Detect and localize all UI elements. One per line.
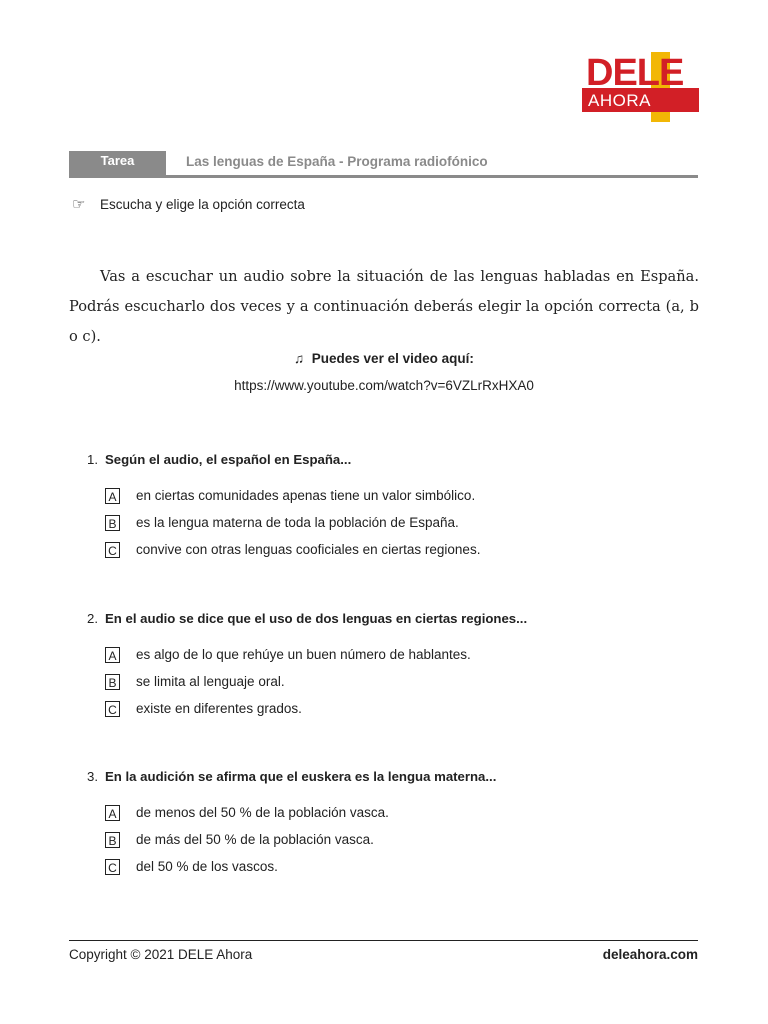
question-text: En el audio se dice que el uso de dos lenguas en ciertas regiones... — [105, 611, 528, 626]
copyright-text: Copyright © 2021 DELE Ahora — [69, 947, 253, 962]
option-checkbox[interactable]: C — [105, 542, 120, 558]
dele-ahora-logo — [582, 52, 699, 122]
option-text: en ciertas comunidades apenas tiene un valor simbólico. — [136, 488, 476, 503]
logo-sub-text: AHORA — [588, 91, 651, 110]
option-text: se limita al lenguaje oral. — [136, 674, 285, 689]
site-link[interactable]: deleahora.com — [602, 947, 698, 962]
video-label: Puedes ver el video aquí: — [311, 351, 474, 366]
option-a[interactable] — [105, 646, 707, 673]
option-checkbox[interactable]: A — [105, 805, 120, 821]
option-text: de más del 50 % de la población vasca. — [136, 832, 374, 847]
question-number: 2. — [87, 611, 98, 626]
logo-brand-text: DELE — [586, 52, 684, 94]
task-label: Tarea — [69, 151, 166, 175]
option-text: existe en diferentes grados. — [136, 701, 302, 716]
instruction-text: Escucha y elige la opción correcta — [100, 197, 305, 212]
option-a[interactable] — [105, 804, 707, 831]
option-text: del 50 % de los vascos. — [136, 859, 278, 874]
option-text: es algo de lo que rehúye un buen número de hablantes. — [136, 647, 471, 662]
question-number: 3. — [87, 769, 98, 784]
option-c[interactable] — [105, 541, 707, 568]
option-checkbox[interactable]: B — [105, 674, 120, 690]
option-checkbox[interactable]: B — [105, 515, 120, 531]
option-b[interactable] — [105, 831, 707, 858]
question-1 — [87, 451, 707, 568]
option-checkbox[interactable]: A — [105, 488, 120, 504]
option-text: convive con otras lenguas cooficiales en ciertas regiones. — [136, 542, 481, 557]
intro-paragraph-text: Vas a escuchar un audio sobre la situación de las lenguas habladas en España. Podrás escucharlo dos veces y a continuación deberás elegir la opción correcta (a, b o c). — [69, 268, 699, 345]
question-number: 1. — [87, 452, 98, 467]
intro-paragraph — [69, 262, 699, 352]
pointing-hand-icon: ☞ — [72, 196, 86, 213]
question-text: Según el audio, el español en España... — [105, 452, 352, 467]
option-checkbox[interactable]: C — [105, 859, 120, 875]
video-link[interactable]: https://www.youtube.com/watch?v=6VZLrRxHXA0 — [234, 378, 534, 393]
question-text: En la audición se afirma que el euskera es la lengua materna... — [105, 769, 497, 784]
question-3 — [87, 768, 707, 885]
option-c[interactable] — [105, 858, 707, 885]
question-2 — [87, 610, 707, 727]
option-a[interactable] — [105, 487, 707, 514]
option-b[interactable] — [105, 673, 707, 700]
option-text: de menos del 50 % de la población vasca. — [136, 805, 389, 820]
footer — [69, 940, 698, 964]
task-title: Las lenguas de España - Programa radiofónico — [186, 154, 488, 169]
instruction — [72, 196, 305, 214]
option-c[interactable] — [105, 700, 707, 727]
video-section — [69, 350, 699, 395]
music-note-icon: ♫ — [294, 351, 305, 366]
option-checkbox[interactable]: C — [105, 701, 120, 717]
option-text: es la lengua materna de toda la población de España. — [136, 515, 459, 530]
option-checkbox[interactable]: A — [105, 647, 120, 663]
task-header — [69, 151, 698, 178]
option-checkbox[interactable]: B — [105, 832, 120, 848]
option-b[interactable] — [105, 514, 707, 541]
